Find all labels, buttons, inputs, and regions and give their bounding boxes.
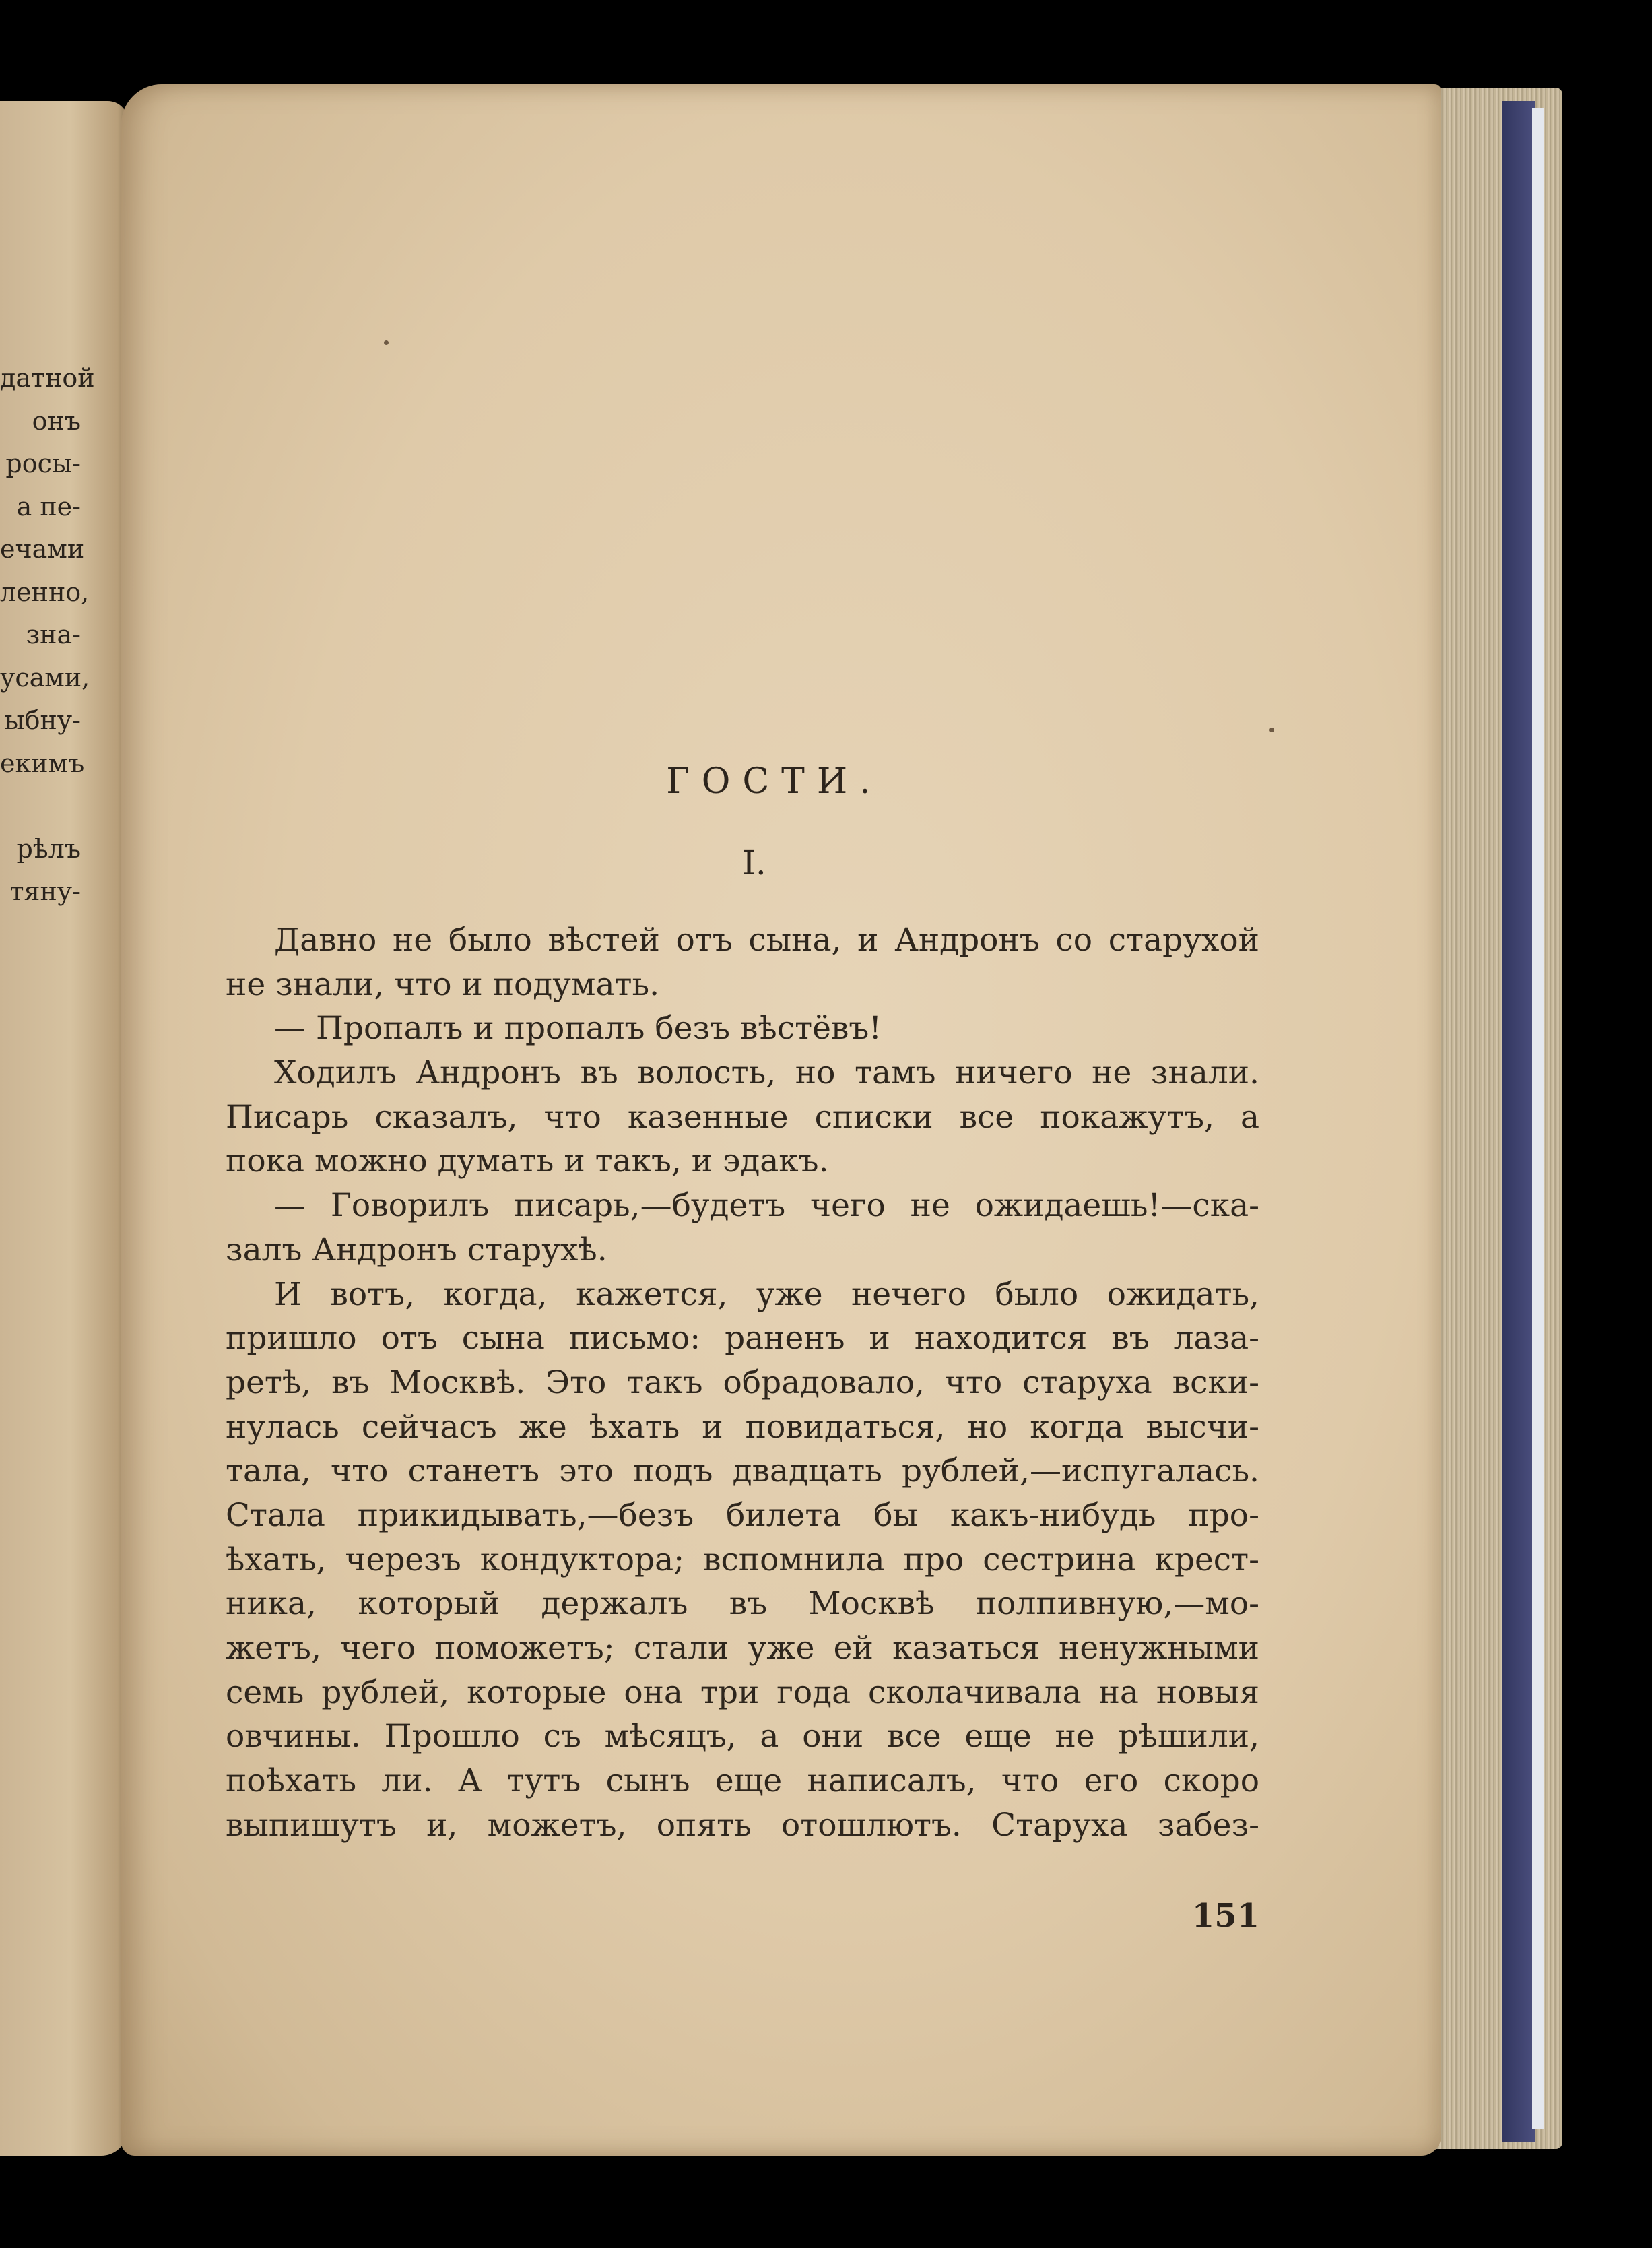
paper-speck: [384, 340, 389, 345]
text-line: ретѣ, въ Москвѣ. Это такъ обрадовало, что старуха вски-: [226, 1363, 1259, 1401]
body-text: [226, 918, 1259, 1847]
left-line: а пе-: [16, 491, 81, 521]
page-title: ГОСТИ.: [666, 761, 883, 802]
text-line: поѣхать ли. А тутъ сынъ еще написалъ, что его скоро: [226, 1762, 1259, 1800]
text-line: Давно не было вѣстей отъ сына, и Андронъ со старухой: [274, 922, 1259, 959]
left-line: екимъ: [0, 748, 85, 778]
text-line: тала, что станетъ это подъ двадцать рублей,—испугалась.: [226, 1452, 1259, 1490]
page-number: 151: [1191, 1897, 1259, 1935]
text-line: не знали, что и подумать.: [226, 965, 660, 1003]
text-line: семь рублей, которые она три года сколачивала на новыя: [226, 1673, 1259, 1711]
text-line: ника, который держалъ въ Москвѣ полпивную,—мо-: [226, 1585, 1259, 1623]
book-cover-edge-light: [1532, 108, 1544, 2129]
left-line: рѣлъ: [16, 833, 81, 864]
text-line: — Говорилъ писарь,—будетъ чего не ожидаешь!—ска-: [274, 1187, 1259, 1225]
text-line: пришло отъ сына письмо: раненъ и находится въ лаза-: [226, 1320, 1259, 1357]
text-line: Стала прикидывать,—безъ билета бы какъ-нибудь про-: [226, 1496, 1259, 1534]
text-line: пока можно думать и такъ, и эдакъ.: [226, 1143, 829, 1180]
left-line: зна-: [26, 620, 81, 649]
left-line: ыбну-: [4, 705, 81, 735]
left-line: тяну-: [9, 876, 81, 906]
left-page-text: [0, 357, 95, 913]
text-line: — Пропалъ и пропалъ безъ вѣстёвъ!: [274, 1010, 882, 1048]
left-facing-page: [0, 101, 128, 2156]
left-line: росы-: [5, 449, 81, 478]
text-line: овчины. Прошло съ мѣсяцъ, а они все еще не рѣшили,: [226, 1718, 1259, 1756]
text-line: жетъ, чего поможетъ; стали уже ей казаться ненужными: [226, 1630, 1259, 1667]
paper-speck: [1269, 728, 1274, 732]
chapter-number: I.: [742, 843, 766, 882]
left-line: датной: [0, 363, 95, 393]
text-line: Ходилъ Андронъ въ волость, но тамъ ничего не знали.: [274, 1054, 1259, 1092]
left-line: ечами: [0, 534, 85, 564]
left-line: ленно,: [0, 577, 90, 607]
text-line: выпишутъ и, можетъ, опять отошлютъ. Старуха забез-: [226, 1806, 1259, 1844]
left-line: усами,: [0, 662, 90, 693]
text-line: И вотъ, когда, кажется, уже нечего было ожидать,: [274, 1275, 1259, 1313]
left-line: [0, 785, 81, 828]
text-line: ѣхать, черезъ кондуктора; вспомнила про сестрина крест-: [226, 1541, 1259, 1578]
book-cover-edge: [1502, 101, 1535, 2142]
text-line: Писарь сказалъ, что казенные списки все покажутъ, а: [226, 1098, 1259, 1136]
text-line: залъ Андронъ старухѣ.: [226, 1231, 607, 1268]
text-line: нулась сейчасъ же ѣхать и повидаться, но когда высчи-: [226, 1408, 1259, 1446]
left-line: онъ: [32, 406, 81, 436]
